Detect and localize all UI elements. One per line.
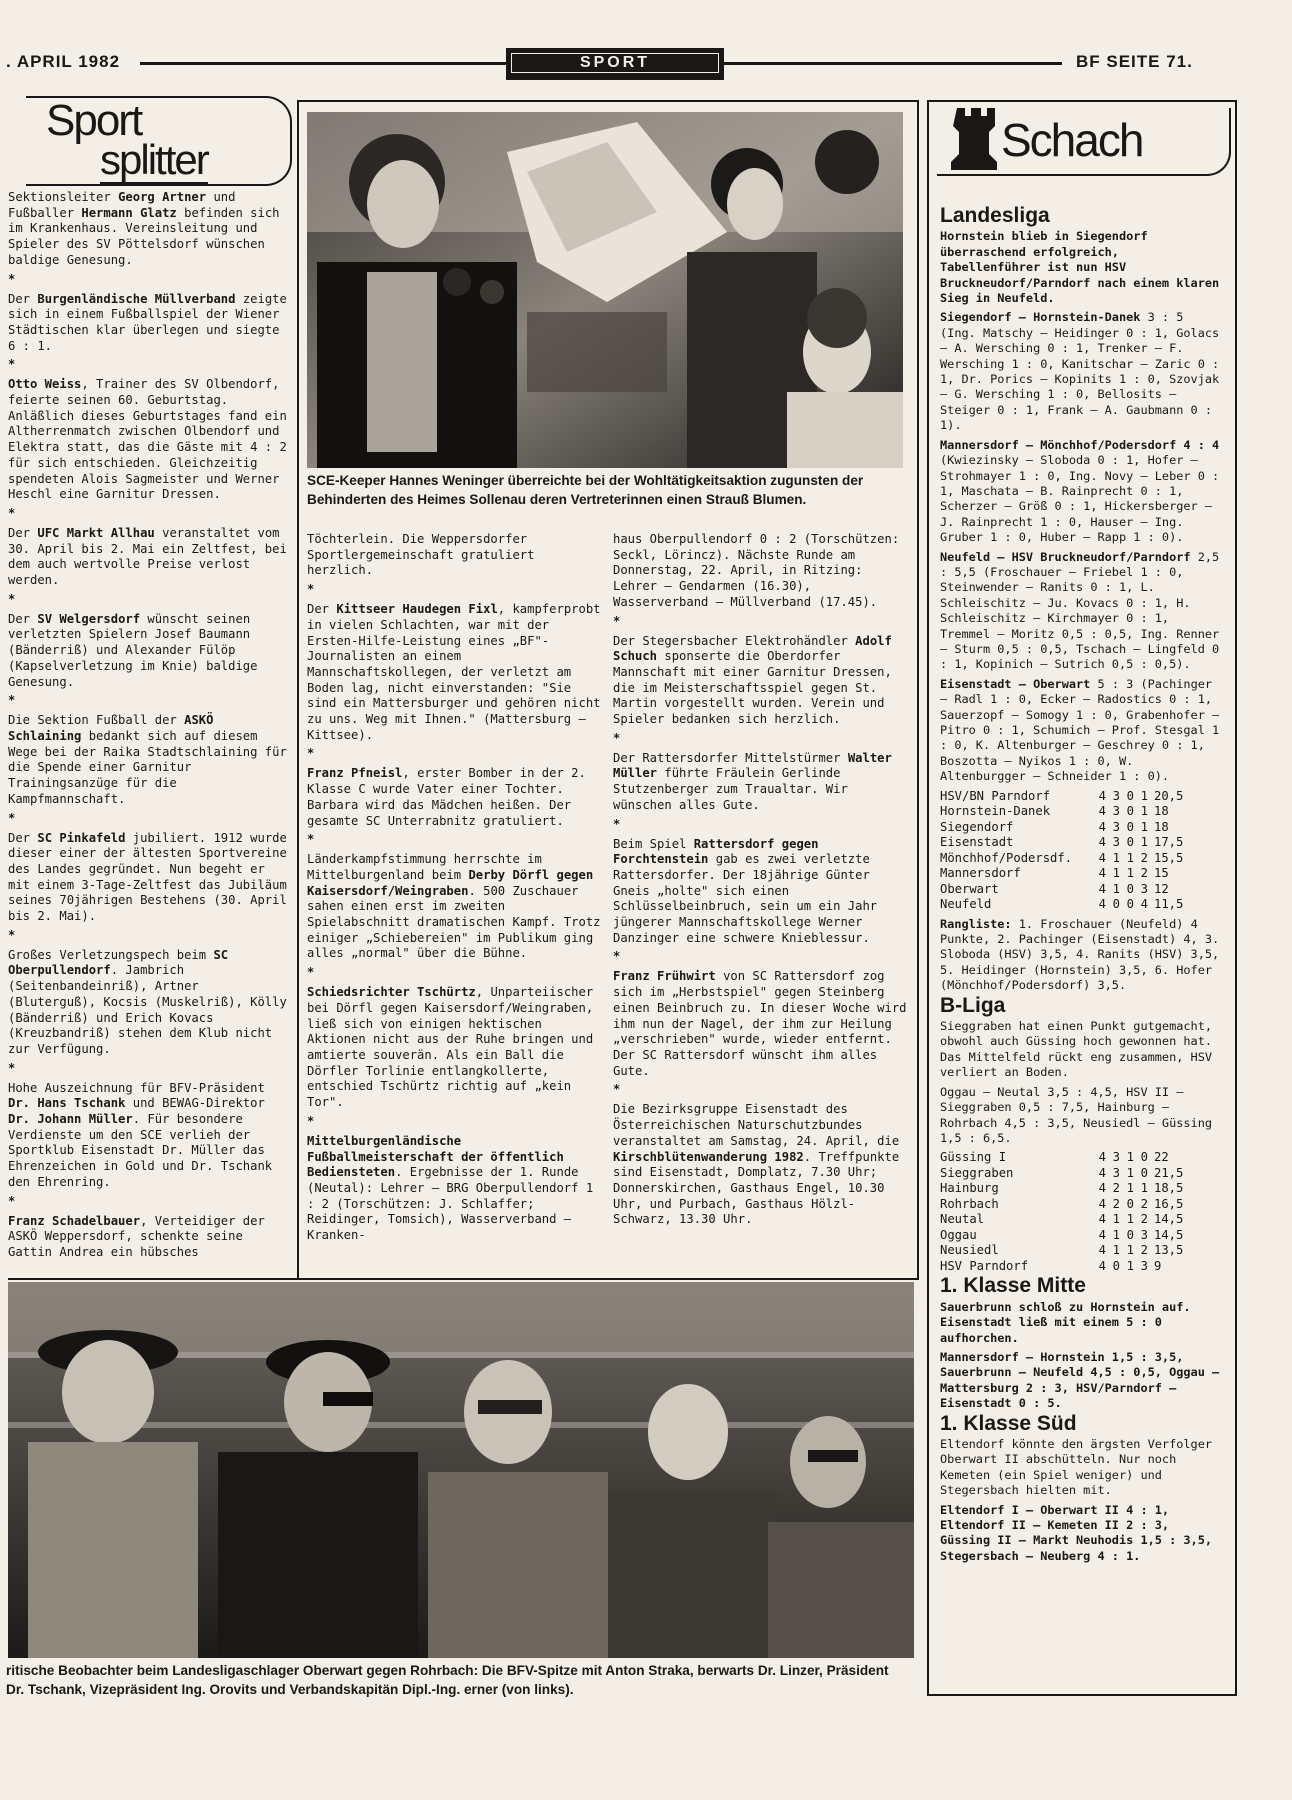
news-item-highlight: Burgenländische Müllverband [37, 291, 236, 306]
news-item-text: Der [8, 525, 38, 540]
standings-row [940, 1259, 1206, 1275]
news-item-highlight: Dr. Johann Müller [8, 1112, 133, 1127]
stat: 3 [1140, 1258, 1148, 1273]
points: 21,5 [1154, 1165, 1184, 1180]
section-title: SPORT [511, 53, 719, 73]
stat: 1 [1126, 1181, 1134, 1196]
stat: 4 [1098, 1165, 1106, 1180]
stat: 1 [1126, 850, 1134, 865]
separator-star: * [613, 613, 621, 628]
news-item-text: Der Stegersbacher Elektrohändler [613, 633, 856, 648]
stat: 1 [1112, 1243, 1120, 1258]
news-item-highlight: Dr. Hans Tschank [8, 1096, 126, 1111]
stat: 4 [1098, 897, 1106, 912]
photo-charity-handover-image [307, 112, 903, 468]
news-item-text: befinden sich im Krankenhaus. Vereinsleitung und Spieler des SV Pöttelsdorf wünschen baldige Genesung. [8, 205, 280, 267]
klasse-sued-intro: Eltendorf könnte den ärgsten Verfolger Oberwart II abschütteln. Nur noch Kemeten (ein Spiel weniger) und Stegersbach hielten mit. [940, 1436, 1213, 1498]
stat: 3 [1140, 1227, 1148, 1242]
points: 14,5 [1154, 1227, 1184, 1242]
match-teams: Mannersdorf — Mönchhof/Podersdorf 4 : 4 [940, 437, 1220, 452]
news-item-text: Sektionsleiter [8, 190, 119, 204]
news-item-highlight: UFC Markt Allhau [37, 525, 155, 540]
stat: 4 [1098, 1258, 1106, 1273]
news-item [8, 1214, 290, 1261]
news-item-text: sponserte die Oberdorfer Mannschaft mit einer Garnitur Dressen, die im Meisterschaftsspiel gegen St. Martin vorgestellt wurden. Verein und Spieler bedanken sich herzlich. [613, 649, 892, 727]
landesliga-intro: Hornstein blieb in Siegendorf überraschend erfolgreich, Tabellenführer ist nun HSV Bruckneudorf/Parndorf nach einem klaren Sieg in Neufeld. [940, 229, 1220, 306]
news-item-text: Töchterlein. Die Weppersdorfer Sportlergemeinschaft gratuliert herzlich. [307, 532, 535, 578]
news-item-highlight: Franz Pfneisl [307, 766, 403, 781]
stat: 1 [1140, 804, 1148, 819]
points: 20,5 [1154, 788, 1184, 803]
stat: 4 [1098, 804, 1106, 819]
news-item [307, 852, 603, 962]
news-item-text: . 500 Zuschauer sahen einen erst im zweiten Spielabschnitt dramatischen Kampf. Trotz einiger „Schiebereien" im Publikum ging alles „normal" über die Bühne. [307, 883, 601, 961]
news-item-text: . Jambrich (Seitenbandeinriß), Artner (Bluterguß), Kocsis (Muskelriß), Kölly (Bänderriß) und Erich Kovacs (Kreuzbandriß) stehen dem Klub nicht zur Verfügung. [8, 963, 287, 1056]
stat: 2 [1140, 866, 1148, 881]
team-name: Siegendorf [940, 819, 1014, 834]
section-tab [506, 48, 724, 80]
stat: 0 [1140, 1165, 1148, 1180]
news-item [613, 751, 907, 814]
middle-column-1 [307, 532, 603, 1248]
points: 22 [1154, 1150, 1169, 1165]
stat: 1 [1126, 1212, 1134, 1227]
standings-row [940, 1181, 1206, 1197]
points: 9 [1154, 1258, 1162, 1273]
separator-star: * [307, 1113, 315, 1128]
standings-row [940, 851, 1206, 867]
stat: 1 [1112, 1227, 1120, 1242]
stat: 1 [1140, 835, 1148, 850]
stat: 4 [1098, 835, 1106, 850]
news-item-highlight: Franz Frühwirt [613, 969, 716, 984]
news-item-highlight: ASKÖ Schlaining [8, 713, 214, 743]
points: 15,5 [1154, 850, 1184, 865]
news-item [613, 837, 907, 947]
sportsplitter-title-line1: Sport [46, 96, 142, 145]
news-item-text: führte Fräulein Gerlinde Stutzenberger zum Traualtar. Wir wünschen alles Gute. [613, 766, 848, 812]
photo-charity-handover [307, 112, 903, 468]
news-item-highlight: Hermann Glatz [81, 205, 177, 220]
right-frame-rule [917, 100, 919, 1278]
stat: 4 [1098, 850, 1106, 865]
photo-top-caption: SCE-Keeper Hannes Weninger überreichte bei der Wohltätigkeitsaktion zugunsten der Behinderten des Heimes Sollenau deren Vertreterinnen einen Strauß Blumen. [307, 473, 864, 507]
stat: 0 [1126, 881, 1134, 896]
stat: 4 [1098, 819, 1106, 834]
separator-star: * [307, 965, 315, 980]
match-details: (Kwiezinsky — Sloboda 0 : 1, Hofer — Strohmayer 1 : 0, Ing. Novy — Leber 0 : 1, Maschata — B. Rainprecht 0 : 1, Scherzer — Größ 0 : 1, Hickersberger — J. Rainprecht 1 : 0, Hauser — Ing. Gruber 1 : 0, Huber — Rapp 1 : 0). [940, 453, 1220, 545]
news-item [613, 1102, 907, 1228]
stat: 4 [1098, 1181, 1106, 1196]
separator-star: * [307, 746, 315, 761]
news-item [8, 292, 290, 355]
separator-star: * [307, 832, 315, 847]
klasse-sued-heading: 1. Klasse Süd [940, 1411, 1077, 1435]
photo-spectators [8, 1282, 914, 1658]
news-item-text: veranstaltet vom 30. April bis 2. Mai ein Zeltfest, bei dem auch wertvolle Preise verlost werden. [8, 525, 287, 588]
stat: 1 [1126, 1258, 1134, 1273]
sportsplitter-title-line2: splitter [100, 136, 208, 183]
news-item-text: Der [8, 611, 38, 626]
issue-date: . APRIL 1982 [6, 52, 121, 71]
standings-row [940, 1228, 1206, 1244]
news-item [307, 1134, 603, 1244]
stat: 1 [1140, 1181, 1148, 1196]
news-item-text: Der [8, 291, 38, 306]
news-item-text: . Treffpunkte sind Eisenstadt, Domplatz, 7.30 Uhr; Donnerskirchen, Gasthaus Engel, 10.30 Uhr, und Purbach, Gasthaus Hölzl-Schwarz, 13.30 Uhr. [613, 1149, 900, 1227]
standings-row [940, 1243, 1206, 1259]
stat: 1 [1112, 881, 1120, 896]
news-item-text: , kampferprobt in vielen Schlachten, war mit der Ersten-Hilfe-Leistung eines „BF"-Journalisten an einem Mannschaftskollegen, der verletzt am Boden lag, nicht einverstanden: "Sie sind ein Mattersburger und gehören nicht zu uns. Weg mit Ihnen." (Mattersburg — Kittsee). [307, 602, 601, 742]
news-item [8, 831, 290, 925]
photo-bottom-caption: ritische Beobachter beim Landesligaschlager Oberwart gegen Rohrbach: Die BFV-Spitze mit Anton Straka, berwarts Dr. Linzer, Präsident Dr. Tschank, Vizepräsident Ing. Orovits und Verbandskapitän Dipl.-Ing. erner (von links). [6, 1663, 889, 1697]
news-item-text: , Trainer des SV Olbendorf, feierte seinen 60. Geburtstag. Anläßlich dieses Geburtstages fand ein Altherrenmatch zwischen Olbendorf und Elektra statt, das die Gäste mit 4 : 2 für sich entschieden. Gleichzeitig spendeten Alois Sagmeister und Werner Heschl eine Garnitur Dressen. [8, 377, 287, 502]
stat: 0 [1126, 1196, 1134, 1211]
separator-star: * [8, 591, 16, 606]
separator-star: * [8, 357, 16, 372]
separator-star: * [613, 730, 621, 745]
stat: 1 [1140, 819, 1148, 834]
stat: 4 [1140, 897, 1148, 912]
stat: 0 [1126, 819, 1134, 834]
stat: 3 [1112, 1165, 1120, 1180]
stat: 0 [1126, 897, 1134, 912]
sportsplitter-title-box [26, 96, 292, 186]
bliga-results: Oggau — Neutal 3,5 : 4,5, HSV II — Sieggraben 0,5 : 7,5, Hainburg — Rohrbach 4,5 : 3,5, Neusiedl — Güssing 1,5 : 6,5. [940, 1084, 1213, 1145]
news-item [307, 766, 603, 829]
news-item [8, 1081, 290, 1191]
klasse-mitte-heading: 1. Klasse Mitte [940, 1274, 1086, 1298]
stat: 4 [1098, 1243, 1106, 1258]
stat: 1 [1126, 1243, 1134, 1258]
separator-star: * [8, 1060, 16, 1075]
points: 13,5 [1154, 1243, 1184, 1258]
stat: 1 [1126, 866, 1134, 881]
news-item [613, 634, 907, 728]
standings-row [940, 1212, 1206, 1228]
rangliste-text: 1. Froschauer (Neufeld) 4 Punkte, 2. Pachinger (Eisenstadt) 4, 3. Sloboda (HSV) 3,5, 4. Ranits (HSV) 3,5, 5. Heidinger (Hornstein) 3,5, 6. Hofer (Mönchhof/Podersdorf) 3,5. [940, 916, 1220, 993]
news-item-highlight: Kirschblütenwanderung 1982 [613, 1149, 804, 1164]
separator-star: * [8, 505, 16, 520]
news-item [8, 190, 290, 269]
news-item-text: bedankt sich auf diesem Wege bei der Raika Stadtschlaining für die Spende einer Garnitur Trainingsanzüge für die Kampfmannschaft. [8, 728, 287, 806]
news-item [613, 532, 907, 611]
match-details: 2,5 : 5,5 (Froschauer — Friebel 1 : 0, Steinwender — Ranits 0 : 1, L. Schleischitz — Ju. Kovacs 0 : 1, H. Schleischitz — Kirchmayer 0 : 1, Tremmel — Moritz 0,5 : 0,5, Ing. Renner — Sturm 0,5 : 0,5, Tschach — Lingfeld 0 : 1, Kopinich — Sutrich 0,5 : 0,5). [940, 549, 1220, 672]
separator-star: * [307, 582, 315, 597]
stat: 4 [1098, 788, 1106, 803]
news-item-text: Der [307, 602, 337, 617]
bottom-photo-top-rule [8, 1278, 919, 1280]
team-name: Oberwart [940, 881, 999, 896]
points: 18 [1154, 804, 1169, 819]
news-item-highlight: Franz Schadelbauer [8, 1213, 141, 1228]
separator-star: * [8, 927, 16, 942]
match-details: 5 : 3 (Pachinger — Radl 1 : 0, Ecker — Radostics 0 : 1, Sauerzopf — Somogy 1 : 0, Grabenhofer — Pitro 0 : 1, Schumich — Prof. Stesgal 1 : 0, K. Altenburger — Geschrey 0 : 1, Boszotta — Nyikos 1 : 0, W. Altenburgger — Schneider 1 : 0). [940, 676, 1220, 784]
match-teams: Siegendorf — Hornstein-Danek [940, 310, 1141, 325]
news-item-text: Hohe Auszeichnung für BFV-Präsident [8, 1080, 265, 1095]
news-item-highlight: SC Oberpullendorf [8, 947, 229, 978]
stat: 2 [1140, 1243, 1148, 1258]
match-teams: Eisenstadt — Oberwart [940, 676, 1091, 691]
landesliga-rangliste [940, 917, 1224, 994]
news-item [8, 612, 290, 691]
team-name: Neutal [940, 1212, 985, 1227]
news-item-text: , Verteidiger der ASKÖ Weppersdorf, schenkte seine Gattin Andrea ein hübsches [8, 1213, 265, 1259]
news-item-highlight: Otto Weiss [8, 377, 82, 392]
team-name: Hainburg [940, 1181, 999, 1196]
stat: 3 [1112, 819, 1120, 834]
separator-star: * [8, 693, 16, 708]
standings-row [940, 866, 1206, 882]
stat: 1 [1126, 1165, 1134, 1180]
sportsplitter-column [8, 190, 290, 1265]
team-name: HSV Parndorf [940, 1258, 1029, 1273]
news-item [307, 532, 603, 579]
separator-star: * [613, 1082, 621, 1097]
news-item-highlight: Schiedsrichter Tschürtz [307, 985, 476, 1000]
stat: 2 [1140, 850, 1148, 865]
stat: 0 [1126, 1227, 1134, 1242]
standings-row [940, 1150, 1206, 1166]
news-item-highlight: Walter Müller [613, 750, 892, 781]
news-item-text: Der Rattersdorfer Mittelstürmer [613, 750, 848, 765]
news-item-text: Beim Spiel [613, 836, 694, 851]
match-result [940, 310, 1224, 433]
stat: 3 [1112, 804, 1120, 819]
landesliga-heading: Landesliga [940, 204, 1050, 227]
news-item-text: , erster Bomber in der 2. Klasse C wurde Vater einer Tochter. Barbara wird das Mädchen heißen. Der gesamte SC Unterrabnitz gratuliert. [307, 766, 586, 828]
stat: 3 [1112, 1150, 1120, 1165]
team-name: Neufeld [940, 897, 992, 912]
news-item-text: Die Sektion Fußball der [8, 713, 185, 728]
news-item-text: und Fußballer [8, 190, 236, 220]
news-item-text: Die Bezirksgruppe Eisenstadt des Österreichischen Naturschutzbundes veranstaltet am Samstag, 24. April, die [613, 1102, 900, 1148]
stat: 0 [1140, 1150, 1148, 1165]
stat: 0 [1126, 788, 1134, 803]
standings-row [940, 897, 1206, 913]
points: 11,5 [1154, 897, 1184, 912]
stat: 3 [1112, 788, 1120, 803]
stat: 4 [1098, 1196, 1106, 1211]
chess-column [940, 204, 1224, 1568]
chess-title-box [937, 108, 1231, 176]
separator-star: * [8, 1193, 16, 1208]
news-item [613, 969, 907, 1079]
team-name: Güssing I [940, 1150, 1007, 1165]
stat: 1 [1140, 788, 1148, 803]
news-item-text: und BEWAG-Direktor [125, 1096, 265, 1111]
team-name: Mannersdorf [940, 866, 1021, 881]
match-teams: Neufeld — HSV Bruckneudorf/Parndorf [940, 549, 1191, 564]
stat: 1 [1112, 850, 1120, 865]
bliga-heading: B-Liga [940, 993, 1006, 1017]
match-result [940, 677, 1224, 785]
news-item-highlight: Mittelburgenländische Fußballmeisterschaft der öffentlich Bediensteten [307, 1133, 564, 1180]
points: 16,5 [1154, 1196, 1184, 1211]
klasse-sued-results: Eltendorf I — Oberwart II 4 : 1, Eltendorf II — Kemeten II 2 : 3, Güssing II — Markt Neuhodis 1,5 : 3,5, Stegersbach — Neuberg 4 : 1. [940, 1502, 1213, 1563]
stat: 0 [1112, 897, 1120, 912]
match-details: 3 : 5 (Ing. Matschy — Heidinger 0 : 1, Golacs — A. Wersching 0 : 1, Trenker — F. Wersching 1 : 0, Kanitschar — Zaric 0 : 1, Dr. Porics — Kopinits 1 : 0, Szovjak — G. Wersching 1 : 0, Bellosits — Steiger 0 : 1, Frank — A. Gaubmann 0 : 1). [940, 310, 1220, 433]
rangliste-label: Rangliste: [940, 916, 1012, 931]
team-name: Mönchhof/Podersdf. [940, 850, 1073, 865]
standings-row [940, 789, 1206, 805]
team-name: Sieggraben [940, 1165, 1014, 1180]
team-name: Hornstein-Danek [940, 804, 1051, 819]
chess-rook-icon [951, 106, 1001, 170]
stat: 2 [1140, 1196, 1148, 1211]
landesliga-table [940, 789, 1206, 913]
klasse-mitte-intro: Sauerbrunn schloß zu Hornstein auf. Eisenstadt ließ mit einem 5 : 0 aufhorchen. [940, 1299, 1191, 1345]
team-name: Rohrbach [940, 1196, 999, 1211]
news-item-text: Der [8, 830, 38, 845]
news-item-text: zeigte sich in einem Fußballspiel der Wiener Städtischen klar überlegen und siegte 6 : 1. [8, 291, 287, 353]
news-item-highlight: SV Welgersdorf [37, 611, 141, 626]
stat: 1 [1112, 1212, 1120, 1227]
standings-row [940, 1166, 1206, 1182]
bliga-table [940, 1150, 1206, 1274]
news-item-text: von SC Rattersdorf zog sich im „Herbstspiel" gegen Steinberg einen Beinbruch zu. In dieser Woche wird ihm nun der Nagel, der ihm zur Heilung „verschrieben" wurde, wieder entfernt. Der SC Rattersdorf wünscht ihm alles Gute. [613, 969, 907, 1078]
separator-star: * [8, 810, 16, 825]
news-item [8, 713, 290, 807]
separator-star: * [8, 271, 16, 286]
stat: 0 [1112, 1258, 1120, 1273]
separator-star: * [613, 949, 621, 964]
news-item-highlight: SC Pinkafeld [37, 830, 126, 845]
stat: 4 [1098, 866, 1106, 881]
points: 15 [1154, 866, 1169, 881]
news-item-highlight: Rattersdorf gegen Forchtenstein [613, 836, 819, 867]
news-item-text: . Ergebnisse der 1. Runde (Neutal): Lehrer — BRG Oberpullendorf 1 : 2 (Torschützen: J. Schlaffer; Reidinger, Tomsich), Wasserverband — Kranken- [307, 1165, 594, 1243]
standings-row [940, 804, 1206, 820]
team-name: Eisenstadt [940, 835, 1014, 850]
team-name: Neusiedl [940, 1243, 999, 1258]
team-name: Oggau [940, 1227, 977, 1242]
standings-row [940, 1197, 1206, 1213]
points: 18 [1154, 819, 1169, 834]
news-item [8, 377, 290, 503]
news-item-highlight: Adolf Schuch [613, 633, 892, 664]
stat: 2 [1140, 1212, 1148, 1227]
news-item [8, 948, 290, 1058]
header-rule-left [140, 62, 506, 65]
standings-row [940, 820, 1206, 836]
left-frame-rule [297, 100, 299, 1278]
header-rule-right [722, 62, 1062, 65]
news-item-text: haus Oberpullendorf 0 : 2 (Torschützen: Seckl, Lörincz). Nächste Runde am Donnerstag, 22. April, in Ritzing: Lehrer — Gendarmen (16.30), Wasserverband — Müllverband (17.45). [613, 532, 900, 609]
news-item-highlight: Derby Dörfl gegen Kaisersdorf/Weingraben [307, 867, 594, 898]
team-name: HSV/BN Parndorf [940, 788, 1051, 803]
points: 17,5 [1154, 835, 1184, 850]
news-item [8, 526, 290, 589]
chess-title: Schach [1001, 114, 1143, 166]
match-result [940, 550, 1224, 673]
points: 18,5 [1154, 1181, 1184, 1196]
news-item-text: gab es zwei verletzte Rattersdorfer. Der 18jährige Günter Gneis „holte" sich einen Schlüsselbeinbruch, sein um ein Jahr jüngerer Mannschaftskollege Werner Danzinger eine schwere Knieblessur. [613, 852, 878, 945]
photo-spectators-image [8, 1282, 914, 1658]
stat: 1 [1112, 866, 1120, 881]
stat: 0 [1126, 835, 1134, 850]
stat: 4 [1098, 1227, 1106, 1242]
news-item [307, 602, 603, 743]
separator-star: * [613, 816, 621, 831]
news-item-text: jubiliert. 1912 wurde dieser einer der ältesten Sportvereine des Landes gegründet. Nun begeht er mit einem 3-Tage-Zeltfest das Jubiläum seines 70jährigen Bestehens (30. April bis 2. Mai). [8, 830, 287, 924]
stat: 4 [1098, 1150, 1106, 1165]
match-result [940, 438, 1224, 546]
stat: 2 [1112, 1196, 1120, 1211]
stat: 0 [1126, 804, 1134, 819]
points: 12 [1154, 881, 1169, 896]
news-item-text: Großes Verletzungspech beim [8, 947, 214, 962]
news-item-highlight: Kittseer Haudegen Fixl [336, 602, 498, 617]
stat: 3 [1112, 835, 1120, 850]
stat: 3 [1140, 881, 1148, 896]
stat: 4 [1098, 1212, 1106, 1227]
news-item-text: . Für besondere Verdienste um den SCE verlieh der Sportklub Eisenstadt Dr. Müller das Ehrenzeichen in Gold und Dr. Tschank den Ehrenring. [8, 1112, 273, 1189]
middle-column-2 [613, 532, 907, 1232]
page-number: BF SEITE 71. [1076, 52, 1193, 71]
news-item-text: wünscht seinen verletzten Spielern Josef Baumann (Bänderriß) und Alexander Fülöp (Kapselverletzung im Knie) baldige Genesung. [8, 611, 258, 689]
points: 14,5 [1154, 1212, 1184, 1227]
standings-row [940, 835, 1206, 851]
top-frame-rule [297, 100, 919, 102]
stat: 2 [1112, 1181, 1120, 1196]
klasse-mitte-results: Mannersdorf — Hornstein 1,5 : 3,5, Sauerbrunn — Neufeld 4,5 : 0,5, Oggau — Mattersburg 2 : 3, HSV/Parndorf — Eisenstadt 0 : 5. [940, 1349, 1220, 1411]
news-item [307, 985, 603, 1111]
standings-row [940, 882, 1206, 898]
news-item-highlight: Georg Artner [118, 190, 207, 204]
bliga-intro: Sieggraben hat einen Punkt gutgemacht, obwohl auch Güssing hoch gewonnen hat. Das Mittelfeld rückt eng zusammen, HSV verliert an Boden. [940, 1019, 1213, 1080]
stat: 4 [1098, 881, 1106, 896]
news-item-text: , Unparteiischer bei Dörfl gegen Kaisersdorf/Weingraben, ließ sich von einigen hektischen Aktionen nicht aus der Ruhe bringen und amtierte souverän. Als ein Ball die Dörfler Torlinie entlangkollerte, entschied Tschürtz richtig auf „kein Tor". [307, 985, 594, 1110]
news-item-text: Länderkampfstimmung herrschte im Mittelburgenland beim [307, 852, 542, 882]
stat: 1 [1126, 1150, 1134, 1165]
